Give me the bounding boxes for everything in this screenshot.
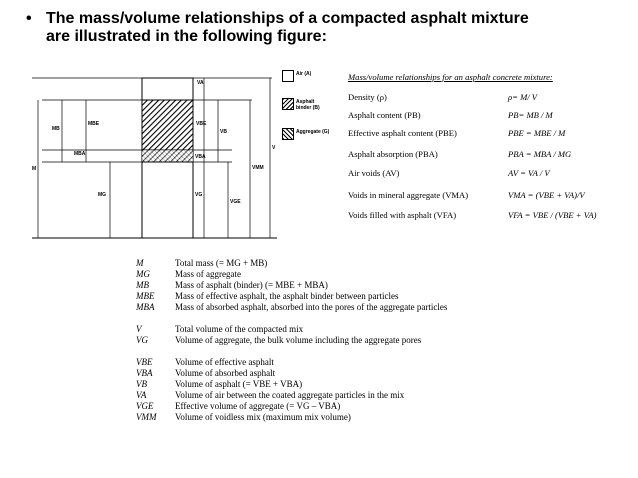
definition-symbol: VB — [136, 379, 147, 389]
legend-air-swatch — [282, 70, 294, 82]
definition-symbol: VMM — [136, 412, 157, 422]
label-VBA: VBA — [195, 154, 206, 160]
relationship-equation: PB= MB / M — [508, 110, 553, 120]
relationships-title: Mass/volume relationships for an asphalt concrete mixture: — [348, 72, 553, 82]
label-MB: MB — [52, 126, 60, 132]
definition-text: Mass of aggregate — [175, 269, 241, 279]
definition-text: Volume of absorbed asphalt — [175, 368, 276, 378]
definition-symbol: M — [136, 258, 144, 268]
legend-binder — [282, 98, 338, 120]
label-MBE: MBE — [88, 121, 100, 127]
definition-text: Volume of effective asphalt — [175, 357, 274, 367]
relationship-name: Voids in mineral aggregate (VMA) — [348, 190, 469, 200]
relationship-equation: PBA = MBA / MG — [508, 149, 572, 159]
relationship-name: Voids filled with asphalt (VFA) — [348, 210, 457, 220]
absorbed-binder-overlay — [142, 150, 193, 162]
label-VG: VG — [195, 192, 203, 198]
relationship-name: Density (ρ) — [348, 92, 387, 102]
bullet-icon: • — [26, 10, 32, 27]
relationship-row — [348, 110, 628, 124]
definition-text: Total volume of the compacted mix — [175, 324, 304, 334]
relationship-equation: ρ= M/ V — [508, 92, 538, 102]
label-VMM: VMM — [252, 165, 264, 171]
relationship-row — [348, 128, 628, 142]
legend-aggregate-label: Aggregate (G) — [296, 129, 330, 135]
definition-text: Mass of asphalt (binder) (= MBE + MBA) — [175, 280, 328, 290]
label-M: M — [32, 166, 37, 172]
relationship-equation: VFA = VBE / (VBE + VA) — [508, 210, 597, 220]
relationship-equation: VMA = (VBE + VA)/V — [508, 190, 585, 200]
definition-text: Volume of asphalt (= VBE + VBA) — [175, 379, 303, 389]
heading-line-2: are illustrated in the following figure: — [46, 28, 327, 45]
relationship-name: Asphalt absorption (PBA) — [348, 149, 438, 159]
relationship-row — [348, 168, 628, 182]
relationship-name: Asphalt content (PB) — [348, 110, 421, 120]
definition-symbol: VG — [136, 335, 148, 345]
relationship-equation: PBE = MBE / M — [508, 128, 566, 138]
legend-air — [282, 70, 352, 84]
definition-symbol: V — [136, 324, 142, 334]
aggregate-phase — [142, 162, 193, 238]
definition-symbol: MBE — [136, 291, 155, 301]
relationship-name: Effective asphalt content (PBE) — [348, 128, 457, 138]
definition-text: Volume of aggregate, the bulk volume including the aggregate pores — [175, 335, 422, 345]
legend-aggregate — [282, 128, 352, 142]
label-V: V — [272, 145, 276, 151]
phase-diagram — [32, 62, 277, 247]
relationship-row — [348, 190, 628, 204]
definition-symbol: MBA — [136, 302, 155, 312]
legend-binder-label: Asphalt binder (B) — [296, 99, 320, 111]
definition-symbol: VBE — [136, 357, 153, 367]
definition-symbol: VBA — [136, 368, 153, 378]
relationship-name: Air voids (AV) — [348, 168, 400, 178]
definition-text: Mass of effective asphalt, the asphalt binder between particles — [175, 291, 399, 301]
label-MG: MG — [98, 192, 107, 198]
legend-aggregate-swatch — [282, 128, 294, 140]
effective-binder-phase — [142, 100, 193, 150]
legend-binder-swatch — [282, 98, 294, 110]
definition-text: Volume of voidless mix (maximum mix volume) — [175, 412, 351, 422]
definition-text: Effective volume of aggregate (= VG – VBA) — [175, 401, 341, 411]
legend-air-label: Air (A) — [296, 71, 312, 77]
label-VBE: VBE — [196, 121, 207, 127]
relationship-equation: AV = VA / V — [508, 168, 550, 178]
definition-symbol: VGE — [136, 401, 154, 411]
relationship-row — [348, 149, 628, 163]
definition-symbol: MG — [136, 269, 150, 279]
definition-text: Mass of absorbed asphalt, absorbed into the pores of the aggregate particles — [175, 302, 448, 312]
definition-symbol: VA — [136, 390, 147, 400]
label-MBA: MBA — [74, 151, 86, 157]
definition-symbol: MB — [136, 280, 149, 290]
heading-line-1: The mass/volume relationships of a compacted asphalt mixture — [46, 10, 529, 27]
relationship-row — [348, 210, 628, 224]
label-VA: VA — [197, 80, 204, 86]
definition-text: Total mass (= MG + MB) — [175, 258, 268, 268]
definition-text: Volume of air between the coated aggregate particles in the mix — [175, 390, 405, 400]
label-VB: VB — [220, 129, 227, 135]
relationship-row — [348, 92, 628, 106]
label-VGE: VGE — [230, 199, 241, 205]
air-phase — [142, 78, 193, 100]
